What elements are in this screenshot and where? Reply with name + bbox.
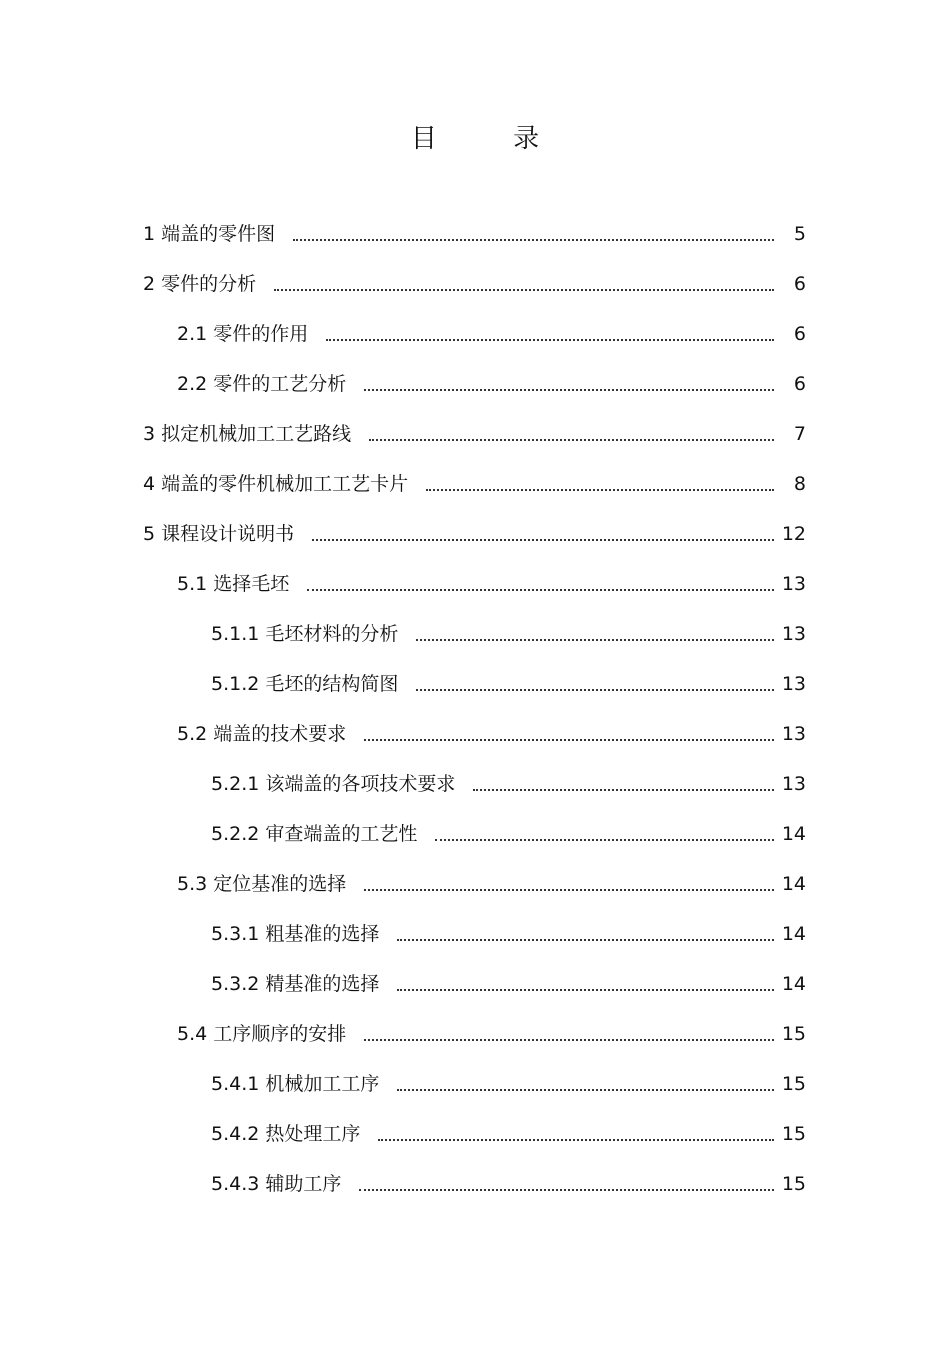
toc-entry-page-number: 13 bbox=[781, 722, 806, 745]
toc-entry-label: 1 端盖的零件图 bbox=[143, 222, 276, 245]
toc-leader-dots bbox=[312, 538, 774, 541]
toc-entry[interactable] bbox=[0, 909, 950, 959]
toc-entry[interactable] bbox=[0, 659, 950, 709]
toc-entry[interactable] bbox=[0, 259, 950, 309]
toc-entry-page-number: 13 bbox=[781, 622, 806, 645]
toc-leader-dots bbox=[364, 738, 774, 741]
toc-leader-dots bbox=[397, 988, 774, 991]
toc-entry-label: 5.2.1 该端盖的各项技术要求 bbox=[211, 772, 456, 795]
toc-entry[interactable] bbox=[0, 1109, 950, 1159]
toc-entry-page-number: 8 bbox=[793, 472, 806, 495]
toc-entry[interactable] bbox=[0, 859, 950, 909]
toc-entry[interactable] bbox=[0, 959, 950, 1009]
toc-entry[interactable] bbox=[0, 509, 950, 559]
toc-entry[interactable] bbox=[0, 759, 950, 809]
toc-entry-page-number: 13 bbox=[781, 772, 806, 795]
toc-entry-label: 5.1.1 毛坯材料的分析 bbox=[211, 622, 399, 645]
toc-entry-page-number: 14 bbox=[781, 872, 806, 895]
page-title: 目 录 bbox=[410, 124, 574, 154]
toc-leader-dots bbox=[359, 1188, 774, 1191]
toc-entry-label: 5.4.3 辅助工序 bbox=[211, 1172, 342, 1195]
toc-entry[interactable] bbox=[0, 1159, 950, 1209]
toc-entry-label: 5.2.2 审查端盖的工艺性 bbox=[211, 822, 418, 845]
toc-leader-dots bbox=[426, 488, 774, 491]
toc-leader-dots bbox=[473, 788, 774, 791]
toc-leader-dots bbox=[397, 1088, 774, 1091]
toc-leader-dots bbox=[307, 588, 774, 591]
toc-entry-page-number: 5 bbox=[793, 222, 806, 245]
toc-entry-page-number: 14 bbox=[781, 922, 806, 945]
toc-entry-label: 2.1 零件的作用 bbox=[177, 322, 309, 345]
toc-entry-label: 5.2 端盖的技术要求 bbox=[177, 722, 347, 745]
toc-entry[interactable] bbox=[0, 409, 950, 459]
toc-leader-dots bbox=[274, 288, 774, 291]
toc-leader-dots bbox=[397, 938, 774, 941]
toc-entry-page-number: 14 bbox=[781, 972, 806, 995]
toc-entry-label: 5.3 定位基准的选择 bbox=[177, 872, 347, 895]
toc-entry-page-number: 14 bbox=[781, 822, 806, 845]
toc-entry-page-number: 7 bbox=[793, 422, 806, 445]
toc-entry-page-number: 15 bbox=[781, 1172, 806, 1195]
toc-leader-dots bbox=[364, 888, 774, 891]
toc-leader-dots bbox=[326, 338, 774, 341]
toc-entry-page-number: 6 bbox=[793, 372, 806, 395]
toc-leader-dots bbox=[293, 238, 774, 241]
toc-entry-label: 2 零件的分析 bbox=[143, 272, 257, 295]
toc-entry[interactable] bbox=[0, 359, 950, 409]
toc-leader-dots bbox=[364, 388, 774, 391]
toc-leader-dots bbox=[364, 1038, 774, 1041]
toc-leader-dots bbox=[416, 688, 774, 691]
toc-entry-page-number: 15 bbox=[781, 1072, 806, 1095]
toc-entry-label: 5.1.2 毛坯的结构简图 bbox=[211, 672, 399, 695]
toc-entry[interactable] bbox=[0, 559, 950, 609]
table-of-contents bbox=[0, 209, 950, 1209]
toc-entry-label: 5 课程设计说明书 bbox=[143, 522, 295, 545]
toc-leader-dots bbox=[378, 1138, 774, 1141]
toc-entry-label: 5.4 工序顺序的安排 bbox=[177, 1022, 347, 1045]
toc-entry-page-number: 6 bbox=[793, 272, 806, 295]
toc-entry-page-number: 12 bbox=[781, 522, 806, 545]
toc-entry-label: 5.4.1 机械加工工序 bbox=[211, 1072, 380, 1095]
toc-entry-label: 3 拟定机械加工工艺路线 bbox=[143, 422, 352, 445]
toc-entry[interactable] bbox=[0, 1059, 950, 1109]
toc-entry-label: 5.1 选择毛坯 bbox=[177, 572, 290, 595]
toc-entry[interactable] bbox=[0, 459, 950, 509]
toc-entry-page-number: 6 bbox=[793, 322, 806, 345]
toc-entry[interactable] bbox=[0, 709, 950, 759]
toc-leader-dots bbox=[369, 438, 774, 441]
toc-entry-label: 2.2 零件的工艺分析 bbox=[177, 372, 347, 395]
toc-entry-label: 5.3.1 粗基准的选择 bbox=[211, 922, 380, 945]
toc-entry[interactable] bbox=[0, 309, 950, 359]
toc-entry-label: 4 端盖的零件机械加工工艺卡片 bbox=[143, 472, 409, 495]
toc-leader-dots bbox=[435, 838, 774, 841]
toc-entry[interactable] bbox=[0, 609, 950, 659]
toc-leader-dots bbox=[416, 638, 774, 641]
toc-entry-page-number: 15 bbox=[781, 1022, 806, 1045]
toc-entry-page-number: 15 bbox=[781, 1122, 806, 1145]
toc-entry[interactable] bbox=[0, 1009, 950, 1059]
toc-entry[interactable] bbox=[0, 209, 950, 259]
toc-entry-label: 5.3.2 精基准的选择 bbox=[211, 972, 380, 995]
toc-entry[interactable] bbox=[0, 809, 950, 859]
toc-entry-label: 5.4.2 热处理工序 bbox=[211, 1122, 361, 1145]
toc-entry-page-number: 13 bbox=[781, 572, 806, 595]
toc-entry-page-number: 13 bbox=[781, 672, 806, 695]
